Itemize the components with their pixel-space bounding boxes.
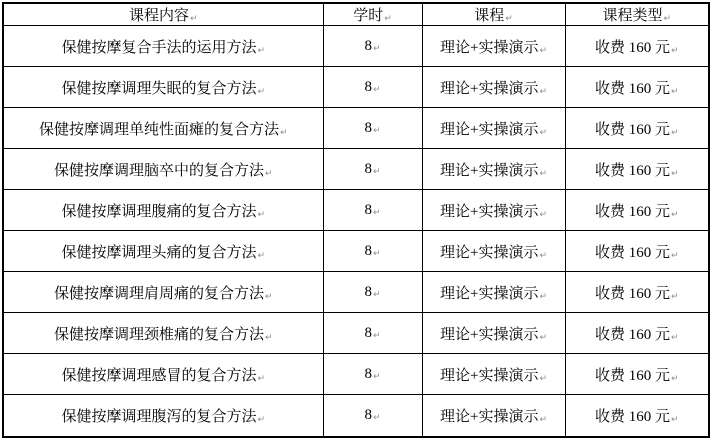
hours-text: 8 [364, 324, 372, 341]
course-format-cell [422, 67, 565, 108]
hours-cell [323, 26, 422, 67]
paragraph-mark-icon: ↵ [372, 371, 381, 382]
paragraph-mark-icon: ↵ [670, 250, 679, 261]
hours-cell [323, 190, 422, 231]
paragraph-mark-icon: ↵ [539, 291, 547, 302]
header-hours-label: 学时 [353, 8, 384, 24]
paragraph-mark-icon: ↵ [539, 332, 547, 343]
paragraph-mark-icon: ↵ [372, 166, 381, 177]
header-course [422, 3, 565, 26]
table-row [3, 26, 709, 67]
hours-cell [323, 272, 422, 313]
header-course-content-label: 课程内容 [128, 8, 189, 24]
hours-text: 8 [364, 37, 372, 54]
hours-text: 8 [364, 283, 372, 300]
table-row [3, 149, 709, 190]
course-type-text: 收费 160 元 [594, 121, 670, 138]
table-row [3, 67, 709, 108]
course-format-text: 理论+实操演示 [439, 80, 539, 97]
table-row [3, 395, 709, 437]
paragraph-mark-icon: ↵ [670, 45, 679, 56]
course-type-text: 收费 160 元 [594, 162, 670, 179]
paragraph-mark-icon: ↵ [539, 373, 547, 384]
table-row [3, 354, 709, 395]
course-type-cell [565, 26, 709, 67]
course-type-text: 收费 160 元 [594, 326, 670, 343]
course-type-cell [565, 231, 709, 272]
paragraph-mark-icon: ↵ [372, 289, 381, 300]
paragraph-mark-icon: ↵ [670, 373, 679, 384]
course-format-cell [422, 26, 565, 67]
course-content-cell [3, 149, 323, 190]
paragraph-mark-icon: ↵ [189, 14, 198, 24]
table-row [3, 108, 709, 149]
hours-cell [323, 395, 422, 437]
course-content-cell [3, 272, 323, 313]
table-row [3, 272, 709, 313]
course-type-cell [565, 313, 709, 354]
table-row [3, 190, 709, 231]
course-format-cell [422, 190, 565, 231]
course-schedule-table [2, 2, 710, 438]
course-type-cell [565, 108, 709, 149]
course-content-cell [3, 395, 323, 437]
paragraph-mark-icon: ↵ [264, 168, 273, 179]
course-format-text: 理论+实操演示 [439, 162, 539, 179]
header-hours [323, 3, 422, 26]
hours-text: 8 [364, 365, 372, 382]
paragraph-mark-icon: ↵ [372, 207, 381, 218]
course-type-cell [565, 395, 709, 437]
paragraph-mark-icon: ↵ [539, 127, 547, 138]
paragraph-mark-icon: ↵ [372, 413, 381, 424]
course-format-text: 理论+实操演示 [439, 39, 539, 56]
paragraph-mark-icon: ↵ [257, 373, 266, 384]
paragraph-mark-icon: ↵ [539, 250, 547, 261]
hours-text: 8 [364, 201, 372, 218]
course-content-cell [3, 26, 323, 67]
course-type-text: 收费 160 元 [594, 367, 670, 384]
paragraph-mark-icon: ↵ [257, 86, 266, 97]
paragraph-mark-icon: ↵ [663, 14, 672, 24]
hours-text: 8 [364, 119, 372, 136]
course-content-text: 保健按摩调理腹泻的复合方法 [61, 409, 257, 426]
paragraph-mark-icon: ↵ [670, 332, 679, 343]
paragraph-mark-icon: ↵ [372, 43, 381, 54]
hours-text: 8 [364, 407, 372, 424]
course-type-text: 收费 160 元 [594, 409, 670, 426]
header-course-label: 课程 [474, 8, 505, 24]
course-format-cell [422, 231, 565, 272]
paragraph-mark-icon: ↵ [372, 248, 381, 259]
paragraph-mark-icon: ↵ [372, 125, 381, 136]
hours-cell [323, 313, 422, 354]
course-format-text: 理论+实操演示 [439, 121, 539, 138]
paragraph-mark-icon: ↵ [670, 415, 679, 426]
paragraph-mark-icon: ↵ [539, 168, 547, 179]
course-content-cell [3, 354, 323, 395]
course-type-text: 收费 160 元 [594, 203, 670, 220]
course-format-cell [422, 313, 565, 354]
course-type-cell [565, 272, 709, 313]
course-content-text: 保健按摩调理感冒的复合方法 [61, 367, 257, 384]
hours-text: 8 [364, 78, 372, 95]
hours-text: 8 [364, 160, 372, 177]
course-format-text: 理论+实操演示 [439, 409, 539, 426]
course-format-cell [422, 149, 565, 190]
table-row [3, 231, 709, 272]
course-type-text: 收费 160 元 [594, 285, 670, 302]
paragraph-mark-icon: ↵ [264, 332, 273, 343]
course-type-text: 收费 160 元 [594, 80, 670, 97]
course-type-cell [565, 190, 709, 231]
course-format-cell [422, 272, 565, 313]
paragraph-mark-icon: ↵ [539, 209, 547, 220]
paragraph-mark-icon: ↵ [257, 415, 266, 426]
header-course-type [565, 3, 709, 26]
course-format-text: 理论+实操演示 [439, 326, 539, 343]
course-content-text: 保健按摩调理颈椎痛的复合方法 [53, 326, 264, 343]
course-content-cell [3, 190, 323, 231]
paragraph-mark-icon: ↵ [670, 127, 679, 138]
course-format-text: 理论+实操演示 [439, 285, 539, 302]
course-content-text: 保健按摩调理腹痛的复合方法 [61, 203, 257, 220]
course-format-cell [422, 395, 565, 437]
paragraph-mark-icon: ↵ [539, 415, 547, 426]
hours-cell [323, 108, 422, 149]
paragraph-mark-icon: ↵ [670, 209, 679, 220]
paragraph-mark-icon: ↵ [670, 86, 679, 97]
course-content-text: 保健按摩调理失眠的复合方法 [61, 80, 257, 97]
course-format-text: 理论+实操演示 [439, 203, 539, 220]
course-content-text: 保健按摩调理脑卒中的复合方法 [53, 162, 264, 179]
header-row [3, 3, 709, 26]
paragraph-mark-icon: ↵ [257, 250, 266, 261]
paragraph-mark-icon: ↵ [264, 291, 273, 302]
course-content-text: 保健按摩调理肩周痛的复合方法 [53, 285, 264, 302]
course-content-cell [3, 231, 323, 272]
course-format-text: 理论+实操演示 [439, 244, 539, 261]
course-format-cell [422, 354, 565, 395]
hours-text: 8 [364, 242, 372, 259]
course-type-cell [565, 149, 709, 190]
course-type-cell [565, 67, 709, 108]
course-format-text: 理论+实操演示 [439, 367, 539, 384]
paragraph-mark-icon: ↵ [372, 84, 381, 95]
course-content-cell [3, 108, 323, 149]
course-content-cell [3, 67, 323, 108]
paragraph-mark-icon: ↵ [670, 168, 679, 179]
course-type-text: 收费 160 元 [594, 39, 670, 56]
hours-cell [323, 231, 422, 272]
course-content-text: 保健按摩调理头痛的复合方法 [61, 244, 257, 261]
header-course-content [3, 3, 323, 26]
paragraph-mark-icon: ↵ [384, 14, 392, 24]
course-content-cell [3, 313, 323, 354]
course-content-text: 保健按摩复合手法的运用方法 [61, 39, 257, 56]
paragraph-mark-icon: ↵ [539, 45, 547, 56]
paragraph-mark-icon: ↵ [257, 209, 266, 220]
hours-cell [323, 67, 422, 108]
paragraph-mark-icon: ↵ [670, 291, 679, 302]
paragraph-mark-icon: ↵ [257, 45, 266, 56]
paragraph-mark-icon: ↵ [372, 330, 381, 341]
table-row [3, 313, 709, 354]
course-type-cell [565, 354, 709, 395]
paragraph-mark-icon: ↵ [505, 14, 513, 24]
hours-cell [323, 149, 422, 190]
hours-cell [323, 354, 422, 395]
paragraph-mark-icon: ↵ [539, 86, 547, 97]
course-type-text: 收费 160 元 [594, 244, 670, 261]
header-course-type-label: 课程类型 [602, 8, 663, 24]
course-content-text: 保健按摩调理单纯性面瘫的复合方法 [38, 121, 279, 138]
course-format-cell [422, 108, 565, 149]
paragraph-mark-icon: ↵ [279, 127, 288, 138]
